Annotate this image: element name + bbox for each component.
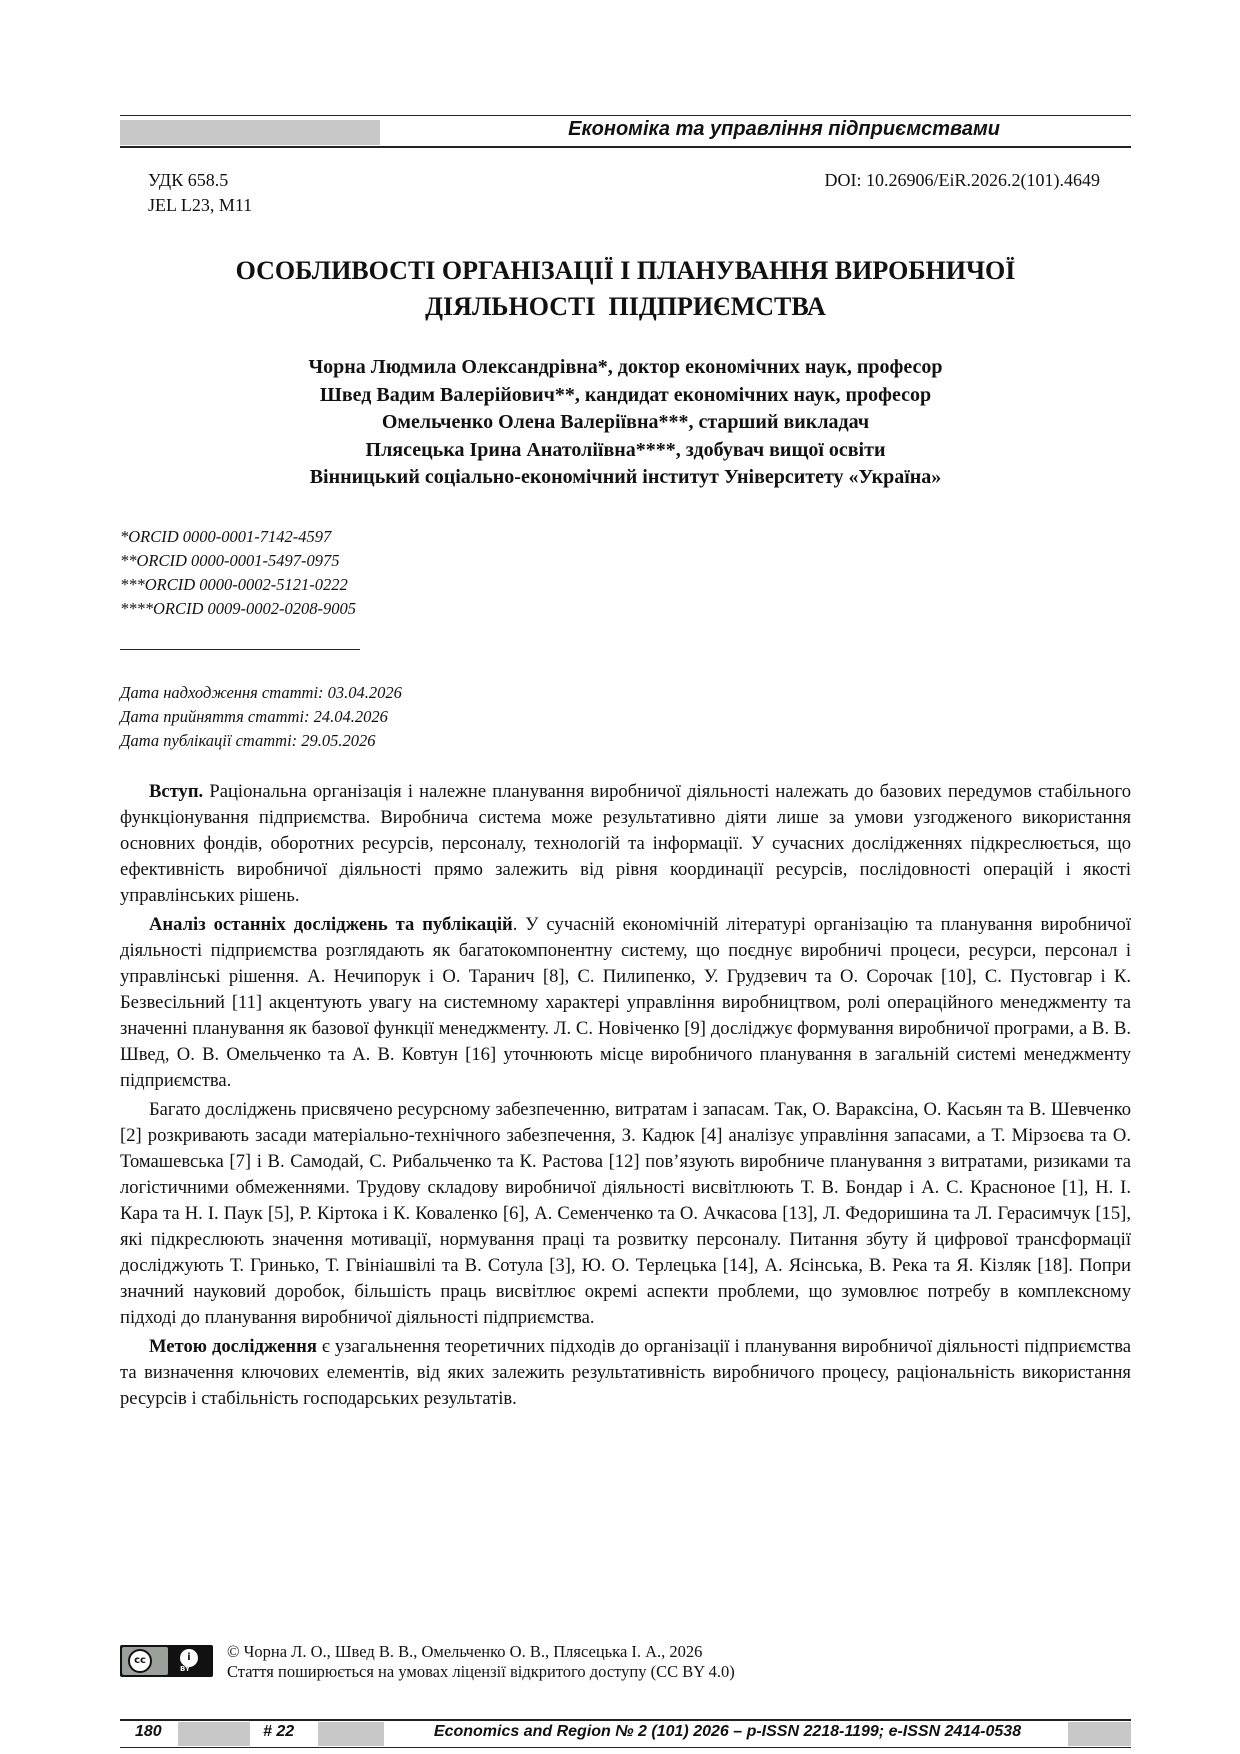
aim-heading: Метою дослідження	[149, 1336, 317, 1357]
footer-top-rule	[120, 1719, 1131, 1721]
article-dates	[120, 681, 402, 753]
cc-by-license-badge	[120, 1645, 213, 1677]
jel-code: JEL L23, M11	[148, 195, 253, 215]
doi: DOI: 10.26906/EiR.2026.2(101).4649	[824, 170, 1100, 190]
separator-rule	[120, 649, 360, 650]
attribution-person-icon: i	[178, 1647, 200, 1669]
author-2: Швед Вадим Валерійович**, кандидат економічних наук, професор	[319, 383, 932, 406]
header-grey-block	[120, 120, 380, 145]
page-number: 180	[135, 1723, 162, 1740]
date-received: Дата надходження статті: 03.04.2026	[120, 683, 402, 702]
author-1: Чорна Людмила Олександрівна*, доктор економічних наук, професор	[308, 356, 943, 378]
author-4: Плясецька Ірина Анатоліївна****, здобувач вищої освіти	[365, 438, 886, 461]
copyright-line: © Чорна Л. О., Швед В. В., Омельченко О. В., Плясецька І. А., 2026	[227, 1642, 703, 1661]
orcid-list	[120, 525, 356, 621]
journal-section-title: Економіка та управління підприємствами	[568, 118, 1000, 140]
license-terms: Стаття поширюється на умовах ліцензії відкритого доступу (CC BY 4.0)	[227, 1662, 735, 1681]
license-text	[227, 1642, 735, 1682]
orcid-3: ***ORCID 0000-0002-5121-0222	[120, 575, 348, 594]
orcid-2: **ORCID 0000-0001-5497-0975	[120, 551, 340, 570]
literature-review-text: . У сучасній економічній літературі організацію та планування виробничої діяльності підприємства розглядають як багатокомпонентну систему, що поєднує виробничі процеси, ресурси, персонал і управлінські рішення. А. Нечипорук і О. Таранич [8], С. Пилипенко, У. Грудзевич та О. Сорочак [10], С. Пустовгар і К. Безвесільний [11] акцентують увагу на системному характері управління виробництвом, ролі операційного менеджменту та значенні планування як базової функції менеджменту. Л. С. Новіченко [9] досліджує формування виробничої програми, а В. В. Швед, О. В. Омельченко та А. В. Ковтун [16] уточнюють місце виробничого планування в загальній системі менеджменту підприємства.	[120, 914, 1131, 1091]
by-label: BY	[180, 1665, 191, 1673]
orcid-1: *ORCID 0000-0001-7142-4597	[120, 527, 332, 546]
header-bottom-rule	[120, 146, 1131, 148]
author-3: Омельченко Олена Валеріївна***, старший викладач	[381, 411, 870, 433]
header-top-rule	[120, 115, 1131, 116]
date-published: Дата публікації статті: 29.05.2026	[120, 731, 376, 750]
literature-review-heading: Аналіз останніх досліджень та публікацій	[149, 914, 513, 935]
paragraph-resources: Багато досліджень присвячено ресурсному забезпеченню, витратам і запасам. Так, О. Вараксіна, О. Касьян та В. Шевченко [2] розкривають засади матеріально-технічного забезпечення, З. Кадюк [4] аналізує управління запасами, а Т. Мірзоєва та О. Томашевська [7] і В. Самодай, С. Рибальченко та К. Растова [12] пов’язують виробниче планування з витратами, ризиками та логістичними обмеженнями. Трудову складову виробничої діяльності висвітлюють Т. В. Бондар і А. С. Красноное [1], Н. І. Кара та Н. І. Паук [5], Р. Кіртока і К. Коваленко [6], А. Семенченко та О. Ачкасова [13], Л. Федоришина та Л. Герасимчук [15], які підкреслюють значення мотивації, нормування праці та розвитку персоналу. Питання збуту й цифрової трансформації досліджують Т. Гринько, Т. Гвініашвілі та В. Сотула [3], Ю. О. Терлецька [14], А. Ясінська, В. Река та Я. Кізляк [18]. Попри значний науковий доробок, більшість праць висвітлює окремі аспекти проблеми, що зумовлює потребу в комплексному підході до планування виробничої діяльності підприємства.	[120, 1099, 1131, 1328]
paragraph-introduction	[120, 779, 1131, 909]
footer-bottom-rule	[120, 1747, 1131, 1748]
article-title	[120, 253, 1131, 325]
paragraph-aim	[120, 1334, 1131, 1412]
authors-block	[120, 354, 1131, 492]
issue-number: # 22	[263, 1723, 295, 1740]
aim-text: є узагальнення теоретичних підходів до організації і планування виробничої діяльності підприємства та визначення ключових елементів, від яких залежить результативність виробничого процесу, раціональність використання ресурсів і стабільність господарських результатів.	[120, 1336, 1131, 1409]
institution: Вінницький соціально-економічний інститут Університету «Україна»	[309, 466, 942, 488]
udc-code: УДК 658.5	[148, 170, 229, 190]
cc-icon: cc	[128, 1649, 152, 1673]
orcid-4: ****ORCID 0009-0002-0208-9005	[120, 599, 357, 618]
title-line-2: ДІЯЛЬНОСТІ ПІДПРИЄМСТВА	[425, 292, 826, 321]
paragraph-literature-review	[120, 912, 1131, 1094]
introduction-heading: Вступ.	[149, 781, 204, 802]
article-body	[120, 779, 1131, 1415]
introduction-text: Раціональна організація і належне планування виробничої діяльності належать до базових передумов стабільного функціонування підприємства. Виробнича система може результативно діяти лише за умови узгодженого використання основних фондів, оборотних ресурсів, персоналу, технологій та інформації. У сучасних дослідженнях підкреслюється, що ефективність виробничої діяльності прямо залежить від рівня координації ресурсів, послідовності операцій і якості управлінських рішень.	[120, 781, 1131, 906]
journal-citation: Economics and Region № 2 (101) 2026 – p-ISSN 2218-1199; e-ISSN 2414-0538	[433, 1723, 1022, 1740]
date-accepted: Дата прийняття статті: 24.04.2026	[120, 707, 388, 726]
title-line-1: ОСОБЛИВОСТІ ОРГАНІЗАЦІЇ І ПЛАНУВАННЯ ВИРОБНИЧОЇ	[235, 256, 1016, 285]
